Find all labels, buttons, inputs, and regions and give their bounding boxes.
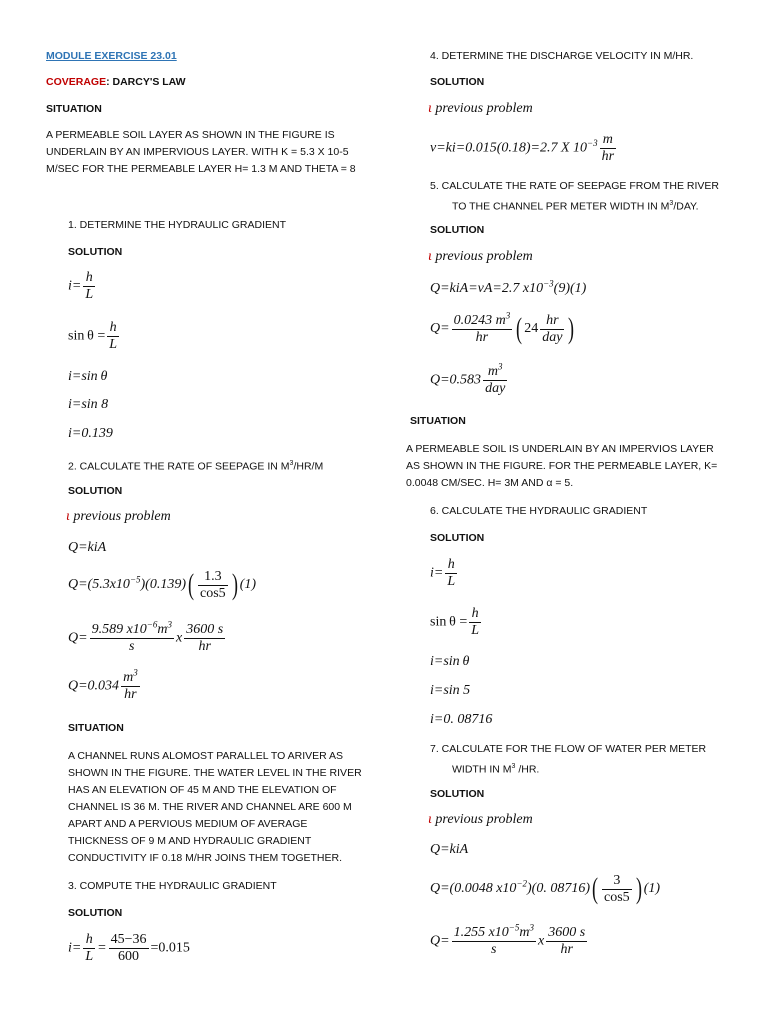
coverage-label: COVERAGE — [46, 76, 107, 88]
situation-3-heading: SITUATION — [410, 415, 466, 427]
p7-eq-2: Q=kiA — [430, 842, 469, 857]
problem-5-text-2: TO THE CHANNEL PER METER WIDTH IN $M^3$/DAY. — [452, 200, 699, 213]
p7-eq-3: Q=(0.0048 $x10^{-2})(0$. 08716)( $\frac{3}{\cos 5}$ ) (1) — [430, 872, 661, 905]
problem-1-solution: SOLUTION — [68, 246, 123, 258]
problem-2-solution: SOLUTION — [68, 485, 123, 497]
p1-eq-sin-theta: sin θ = $\frac{h}{L}$ — [68, 320, 118, 352]
p5-eq-2: Q= $\frac{0.0243 m^3}{hr}$ ( 24 $\frac{hr}{\text{day}}$ ) — [430, 309, 575, 345]
module-title[interactable]: MODULE EXERCISE 23.01 — [46, 50, 177, 62]
problem-4-solution: SOLUTION — [430, 76, 485, 88]
problem-3-text: 3. COMPUTE THE HYDRAULIC GRADIENT — [68, 880, 277, 892]
problem-2-text: 2. CALCULATE THE RATE OF SEEPAGE IN $M^3/HR/M$ — [68, 460, 324, 473]
p1-eq-4: i=sin 8 — [68, 397, 109, 412]
p6-eq-3: i=sin θ — [430, 654, 470, 669]
problem-6-text: 6. CALCULATE THE HYDRAULIC GRADIENT — [430, 505, 648, 517]
coverage-line — [46, 74, 186, 91]
situation-2-text: A CHANNEL RUNS ALOMOST PARALLEL TO ARIVER AS SHOWN IN THE FIGURE. THE WATER LEVEL IN THE RIVER HAS AN ELEVATION OF 45 M AND THE ELEVATION OF CHANNEL IS 36 M. THE RIVER AND CHANNEL ARE 600 M APART AND A PERVIOUS MEDIUM OF AVERAGE THICKNESS OF 9 M AND HYDRAULIC GRADIENT CONDUCTIVITY IF 0.18 M/HR JOINS THEM TOGETHER. — [68, 750, 362, 864]
p3-eq: i= $\frac{h}{L}$ = $\frac{45-36}{600}$ =0.015 — [68, 932, 190, 964]
p1-eq-5: i=0.139 — [68, 426, 113, 441]
situation-2-heading: SITUATION — [68, 722, 124, 734]
problem-1-text: 1. DETERMINE THE HYDRAULIC GRADIENT — [68, 219, 287, 231]
p5-eq-1: Q=kiA=vA=2.7 $x10^{-3}(9)(1)$ — [430, 278, 587, 296]
problem-5-solution: SOLUTION — [430, 224, 485, 236]
problem-7-text-2: WIDTH IN $M^3$ /HR. — [452, 763, 540, 776]
p7-eq-4: Q= $\frac{1.255 x10^{-5}m^3}{s}$ x $\frac{3600 s}{hr}$ — [430, 922, 586, 957]
situation-3-text: A PERMEABLE SOIL IS UNDERLAIN BY AN IMPERVIOS LAYER AS SHOWN IN THE FIGURE. FOR THE PERMEABLE LAYER, K= 0.0048 CM/SEC. H= 3M AND α = 5. — [406, 443, 718, 489]
p2-eq-5: Q=0.034 $\frac{m^3}{hr}$ — [68, 667, 138, 702]
p2-eq-4: Q= $\frac{9.589 x10^{-6}m^3}{s}$ x $\frac{3600 s}{hr}$ — [68, 619, 224, 654]
coverage-value: : DARCY'S LAW — [106, 76, 186, 88]
p6-eq-5: i=0. 08716 — [430, 712, 493, 727]
p1-eq-3: i=sin θ — [68, 369, 108, 384]
situation-text: A PERMEABLE SOIL LAYER AS SHOWN IN THE FIGURE IS UNDERLAIN BY AN IMPERVIOUS LAYER. WITH K = 5.3 X 10-5 M/SEC FOR THE PERMEABLE LAYER H= 1.3 M AND THETA = 8 — [46, 129, 356, 175]
p4-eq: v=ki=0.015(0.18)=2.7 X $10^{-3}$ $\frac{m}{hr}$ — [430, 132, 615, 164]
p2-eq-2: Q=kiA — [68, 540, 107, 555]
p1-eq-i-h-over-l: i= $\frac{h}{L}$ — [68, 270, 94, 302]
problem-3-solution: SOLUTION — [68, 907, 123, 919]
p6-eq-i-h-over-l: i= $\frac{h}{L}$ — [430, 557, 456, 589]
problem-4-text: 4. DETERMINE THE DISCHARGE VELOCITY IN M/HR. — [430, 50, 694, 62]
p5-prev-problem: ι previous problem — [428, 249, 533, 264]
p2-prev-problem: ι previous problem — [66, 509, 171, 524]
problem-7-text-1: 7. CALCULATE FOR THE FLOW OF WATER PER METER — [430, 743, 707, 755]
problem-5-text-1: 5. CALCULATE THE RATE OF SEEPAGE FROM THE RIVER — [430, 180, 720, 192]
p6-eq-sin-theta: sin θ = $\frac{h}{L}$ — [430, 606, 480, 638]
p2-eq-3: $Q=(5.3x10^{-5})(0.139)$( $\frac{1.3}{\cos 5}$ ) (1) — [68, 568, 257, 601]
p7-prev-problem: ι previous problem — [428, 812, 533, 827]
p6-eq-4: i=sin 5 — [430, 683, 471, 698]
situation-heading: SITUATION — [46, 103, 102, 115]
problem-6-solution: SOLUTION — [430, 532, 485, 544]
problem-7-solution: SOLUTION — [430, 788, 485, 800]
p5-eq-3: Q=0.583 $\frac{m^3}{\text{day}}$ — [430, 361, 506, 396]
p4-prev-problem: ι previous problem — [428, 101, 533, 116]
